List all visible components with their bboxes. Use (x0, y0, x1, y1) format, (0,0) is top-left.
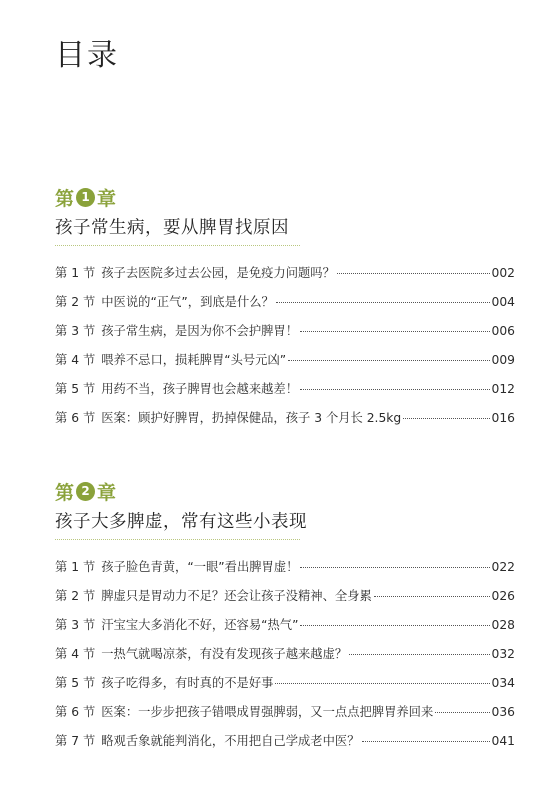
chapter-1 (55, 184, 515, 437)
toc-section-label: 第 6 节 (55, 411, 96, 425)
toc-entry-title: 一热气就喝凉茶，有没有发现孩子越来越虚？ (101, 647, 348, 661)
toc-entry[interactable] (55, 615, 515, 644)
page-title: 目录 (55, 38, 119, 73)
toc-leader-dots (435, 712, 489, 713)
toc-page-number: 032 (491, 647, 515, 661)
toc-entry[interactable] (55, 644, 515, 673)
toc-page-number: 034 (491, 676, 515, 690)
toc-entry[interactable] (55, 731, 515, 760)
toc-entry-title: 孩子脸色青黄，“一眼”看出脾胃虚！ (101, 560, 299, 574)
toc-leader-dots (300, 331, 490, 332)
toc-entry[interactable] (55, 379, 515, 408)
toc-page-number: 004 (491, 295, 515, 309)
toc-page-number: 022 (491, 560, 515, 574)
toc-section-label: 第 1 节 (55, 266, 96, 280)
toc-page-number: 026 (491, 589, 515, 603)
toc-leader-dots (337, 273, 490, 274)
toc-leader-dots (300, 389, 490, 390)
toc-entry-title: 孩子常生病，是因为你不会护脾胃！ (101, 324, 299, 338)
chapter-2-heading (55, 478, 515, 504)
toc-leader-dots (300, 625, 489, 626)
toc-page-number: 012 (491, 382, 515, 396)
chapter-number-badge: 1 (76, 188, 95, 207)
toc-page-number: 006 (491, 324, 515, 338)
toc-entry-title: 中医说的“正气”，到底是什么？ (101, 295, 274, 309)
toc-section-label: 第 3 节 (55, 618, 96, 632)
toc-entry[interactable] (55, 408, 515, 437)
toc-section-label: 第 5 节 (55, 382, 96, 396)
chapter-1-heading (55, 184, 515, 210)
toc-entry[interactable] (55, 673, 515, 702)
toc-page-number: 041 (491, 734, 515, 748)
toc-section-label: 第 2 节 (55, 589, 96, 603)
toc-section-label: 第 4 节 (55, 647, 96, 661)
toc-leader-dots (276, 302, 490, 303)
toc-leader-dots (288, 360, 489, 361)
toc-entry[interactable] (55, 263, 515, 292)
toc-section-label: 第 1 节 (55, 560, 96, 574)
chapter-prefix: 第 (55, 187, 75, 210)
toc-leader-dots (300, 567, 489, 568)
toc-entry[interactable] (55, 292, 515, 321)
toc-leader-dots (362, 741, 490, 742)
chapter-1-subtitle: 孩子常生病，要从脾胃找原因 (55, 214, 300, 246)
toc-entry-title: 医案：顾护好脾胃，扔掉保健品，孩子 3 个月长 2.5kg (101, 411, 402, 425)
toc-entry[interactable] (55, 702, 515, 731)
chapter-2 (55, 478, 515, 760)
chapter-prefix: 第 (55, 481, 75, 504)
toc-section-label: 第 2 节 (55, 295, 96, 309)
toc-section-label: 第 4 节 (55, 353, 96, 367)
toc-section-label: 第 3 节 (55, 324, 96, 338)
chapter-2-toc (55, 557, 515, 760)
toc-page-number: 016 (491, 411, 515, 425)
toc-entry-title: 孩子吃得多，有时真的不是好事 (101, 676, 274, 690)
chapter-suffix: 章 (97, 481, 117, 504)
toc-page-number: 028 (491, 618, 515, 632)
toc-entry-title: 喂养不忌口，损耗脾胃“头号元凶” (101, 353, 287, 367)
toc-leader-dots (275, 683, 489, 684)
toc-entry[interactable] (55, 557, 515, 586)
toc-leader-dots (403, 418, 489, 419)
chapter-1-toc (55, 263, 515, 437)
toc-entry[interactable] (55, 586, 515, 615)
toc-entry-title: 汗宝宝大多消化不好，还容易“热气” (101, 618, 299, 632)
chapter-number-badge: 2 (76, 482, 95, 501)
toc-section-label: 第 5 节 (55, 676, 96, 690)
chapter-suffix: 章 (97, 187, 117, 210)
toc-leader-dots (349, 654, 489, 655)
toc-entry[interactable] (55, 350, 515, 379)
toc-section-label: 第 6 节 (55, 705, 96, 719)
toc-entry-title: 用药不当，孩子脾胃也会越来越差！ (101, 382, 299, 396)
toc-page-number: 036 (491, 705, 515, 719)
toc-entry[interactable] (55, 321, 515, 350)
toc-section-label: 第 7 节 (55, 734, 96, 748)
toc-entry-title: 医案：一步步把孩子错喂成胃强脾弱，又一点点把脾胃养回来 (101, 705, 434, 719)
toc-entry-title: 脾虚只是胃动力不足？还会让孩子没精神、全身累 (101, 589, 372, 603)
chapter-2-subtitle: 孩子大多脾虚，常有这些小表现 (55, 508, 300, 540)
toc-entry-title: 孩子去医院多过去公园，是免疫力问题吗？ (101, 266, 335, 280)
toc-leader-dots (374, 596, 490, 597)
toc-entry-title: 略观舌象就能判消化，不用把自己学成老中医？ (101, 734, 360, 748)
toc-page-number: 002 (491, 266, 515, 280)
toc-page-number: 009 (491, 353, 515, 367)
